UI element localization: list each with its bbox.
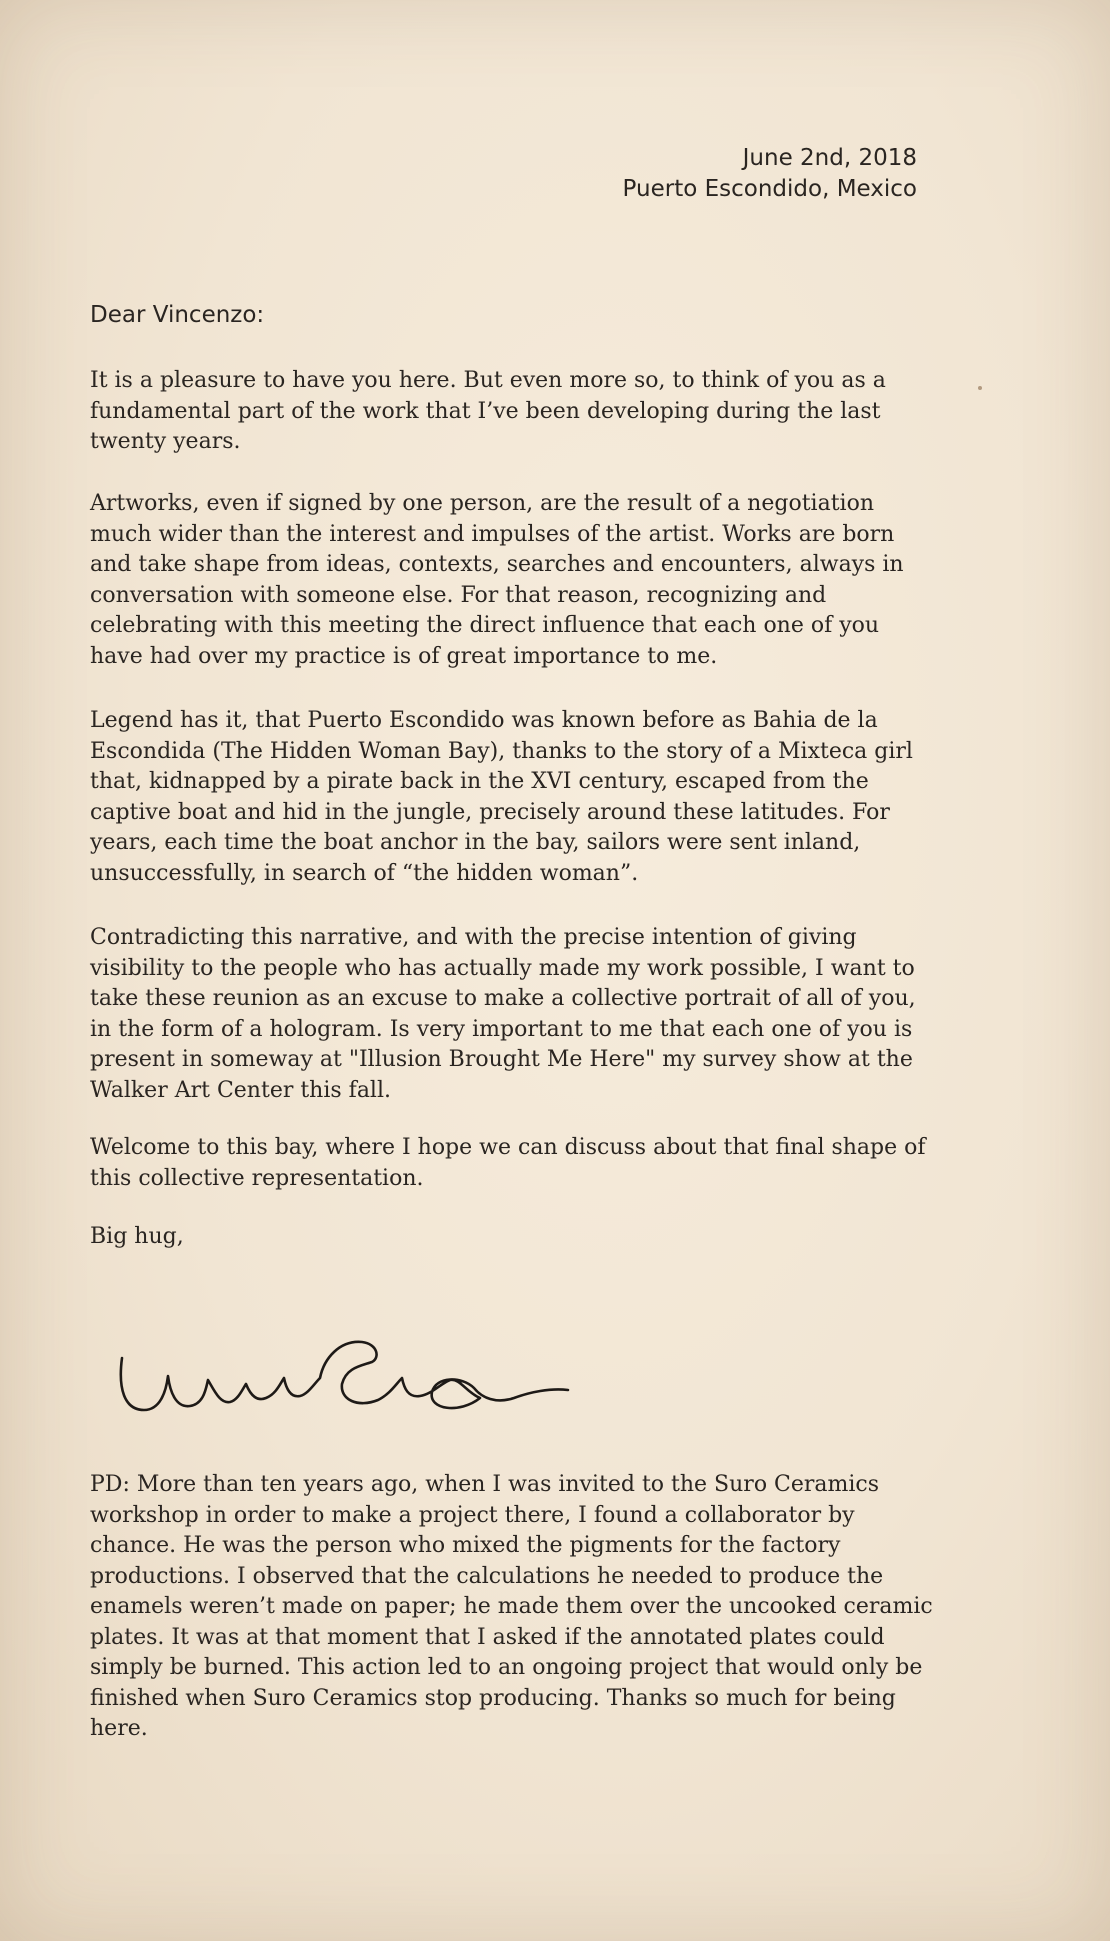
paragraph-artworks: Artworks, even if signed by one person, are the result of a negotiation much wider than the interest and impulses of the artist. Works are born and take shape from ideas, contexts, searches and encounters, always in conversation with someone else. For that reason, recognizing and celebrating with this meeting the direct influence that each one of you have had over my practice is of great importance to me. bbox=[90, 491, 904, 669]
paper-speck bbox=[978, 386, 982, 390]
letter-location: Puerto Escondido, Mexico bbox=[622, 176, 917, 202]
postscript: PD: More than ten years ago, when I was invited to the Suro Ceramics workshop in order to make a project there, I found a collaborator by chance. He was the person who mixed the pigments for the factory productions. I observed that the calculations he needed to produce the enamels weren’t made on paper; he made them over the uncooked ceramic plates. It was at that moment that I asked if the annotated plates could simply be burned. This action led to an ongoing project that would only be finished when Suro Ceramics stop producing. Thanks so much for being here. bbox=[90, 1472, 933, 1741]
paragraph-welcome: Welcome to this bay, where I hope we can discuss about that final shape of this collective representation. bbox=[90, 1135, 926, 1191]
letter-date: June 2nd, 2018 bbox=[742, 145, 917, 171]
salutation: Dear Vincenzo: bbox=[90, 302, 265, 328]
paragraph-legend: Legend has it, that Puerto Escondido was known before as Bahia de la Escondida (The Hidden Woman Bay), thanks to the story of a Mixteca girl that, kidnapped by a pirate back in the XVI century, escaped from the captive boat and hid in the jungle, precisely around these latitudes. For years, each time the boat anchor in the bay, sailors were sent inland, unsuccessfully, in search of “the hidden woman”. bbox=[90, 708, 913, 886]
paragraph-hologram: Contradicting this narrative, and with the precise intention of giving visibility to the people who has actually made my work possible, I want to take these reunion as an excuse to make a collective portrait of all of you, in the form of a hologram. Is very important to me that each one of you is present in someway at "Illusion Brought Me Here" my survey show at the Walker Art Center this fall. bbox=[90, 925, 916, 1103]
handwritten-signature bbox=[110, 1318, 580, 1428]
closing-line: Big hug, bbox=[90, 1224, 184, 1249]
letter-header bbox=[623, 143, 917, 205]
paragraph-intro: It is a pleasure to have you here. But even more so, to think of you as a fundamental part of the work that I’ve been developing during the last twenty years. bbox=[90, 368, 886, 454]
